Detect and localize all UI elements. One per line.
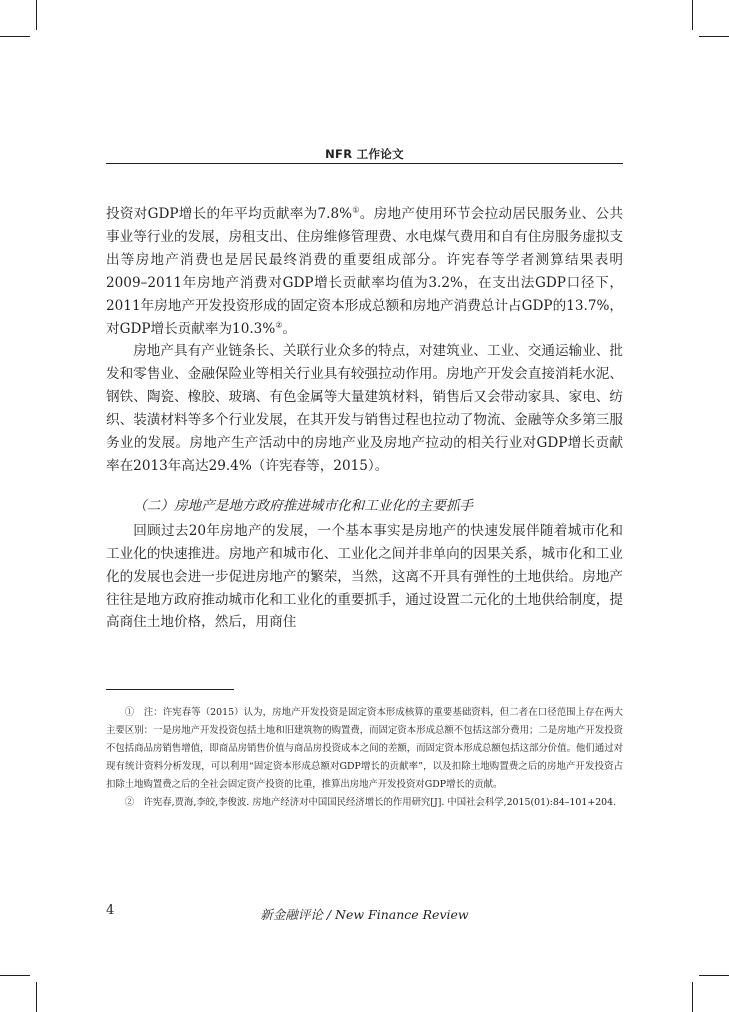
crop-mark bbox=[699, 975, 729, 976]
main-text bbox=[106, 203, 623, 634]
footnote-rule bbox=[106, 689, 234, 690]
crop-mark bbox=[36, 982, 37, 1012]
header-rule bbox=[106, 163, 623, 164]
paragraph-2: 房地产具有产业链条长、关联行业众多的特点，对建筑业、工业、交通运输业、批发和零售业、金融保险业等相关行业具有较强拉动作用。房地产开发会直接消耗水泥、钢铁、陶瓷、橡胶、玻璃、有色金属等大量建筑材料，销售后又会带动家具、家电、纺织、装潢材料等多个行业发展，在其开发与销售过程也拉动了物流、金融等众多第三服务业的发展。房地产生产活动中的房地产业及房地产拉动的相关行业对GDP增长贡献率在2013年高达29.4%（许宪春等，2015）。 bbox=[106, 343, 623, 474]
crop-mark bbox=[0, 975, 30, 976]
paragraph-1-end: 。 bbox=[282, 320, 297, 337]
footnote-ref-2[interactable]: ② bbox=[275, 320, 283, 329]
footnotes bbox=[106, 704, 623, 813]
crop-mark bbox=[36, 0, 37, 30]
paragraph-1 bbox=[106, 203, 623, 340]
section-subheading: （二）房地产是地方政府推进城市化和工业化的主要抓手 bbox=[133, 497, 474, 514]
paragraph-3: 回顾过去20年房地产的发展，一个基本事实是房地产的快速发展伴随着城市化和工业化的快速推进。房地产和城市化、工业化之间并非单向的因果关系，城市化和工业化的发展也会进一步促进房地产的繁荣，当然，这离不开具有弹性的土地供给。房地产往往是地方政府推动城市化和工业化的重要抓手，通过设置二元化的土地供给制度，提高商住土地价格，然后，用商住 bbox=[106, 522, 623, 631]
footnote-1: ① 注：许宪春等（2015）认为，房地产开发投资是固定资本形成核算的重要基础资料，但二者在口径范围上存在两大主要区别：一是房地产开发投资包括土地和旧建筑物的购置费，而固定资本形成总额不包括这部分费用；二是房地产开发投资不包括商品房销售增值，即商品房销售价值与商品房投资成本之间的差额，而固定资本形成总额包括这部分价值。他们通过对现有统计资料分析发现，可以利用“固定资本形成总额对GDP增长的贡献率”，以及扣除土地购置费之后的房地产开发投资占扣除土地购置费之后的全社会固定资产投资的比重，推算出房地产开发投资对GDP增长的贡献。 bbox=[106, 707, 623, 791]
paragraph-1-text: 投资对GDP增长的年平均贡献率为7.8% bbox=[106, 206, 353, 222]
crop-mark bbox=[699, 36, 729, 37]
page-number: 4 bbox=[106, 903, 115, 918]
crop-mark bbox=[692, 0, 693, 30]
journal-name: 新金融评论 / New Finance Review bbox=[260, 907, 469, 922]
footnote-2: ② 许宪春,贾海,李皎,李俊波. 房地产经济对中国国民经济增长的作用研究[J]. 中国社会科学,2015(01):84–101+204. bbox=[124, 797, 617, 809]
paragraph-1-text-cont: 。房地产使用环节会拉动居民服务业、公共事业等行业的发展，房租支出、住房维修管理费、水电煤气费用和自有住房服务虚拟支出等房地产消费也是居民最终消费的重要组成部分。许宪春等学者测算结果表明2009–2011年房地产消费对GDP增长贡献率均值为3.2%，在支出法GDP口径下，2011年房地产开发投资形成的固定资本形成总额和房地产消费总计占GDP的13.7%，对GDP增长贡献率为10.3% bbox=[106, 206, 624, 337]
footnote-ref-1[interactable]: ① bbox=[352, 205, 360, 215]
running-head: NFR 工作论文 bbox=[325, 147, 404, 161]
crop-mark bbox=[0, 36, 30, 37]
crop-mark bbox=[692, 982, 693, 1012]
